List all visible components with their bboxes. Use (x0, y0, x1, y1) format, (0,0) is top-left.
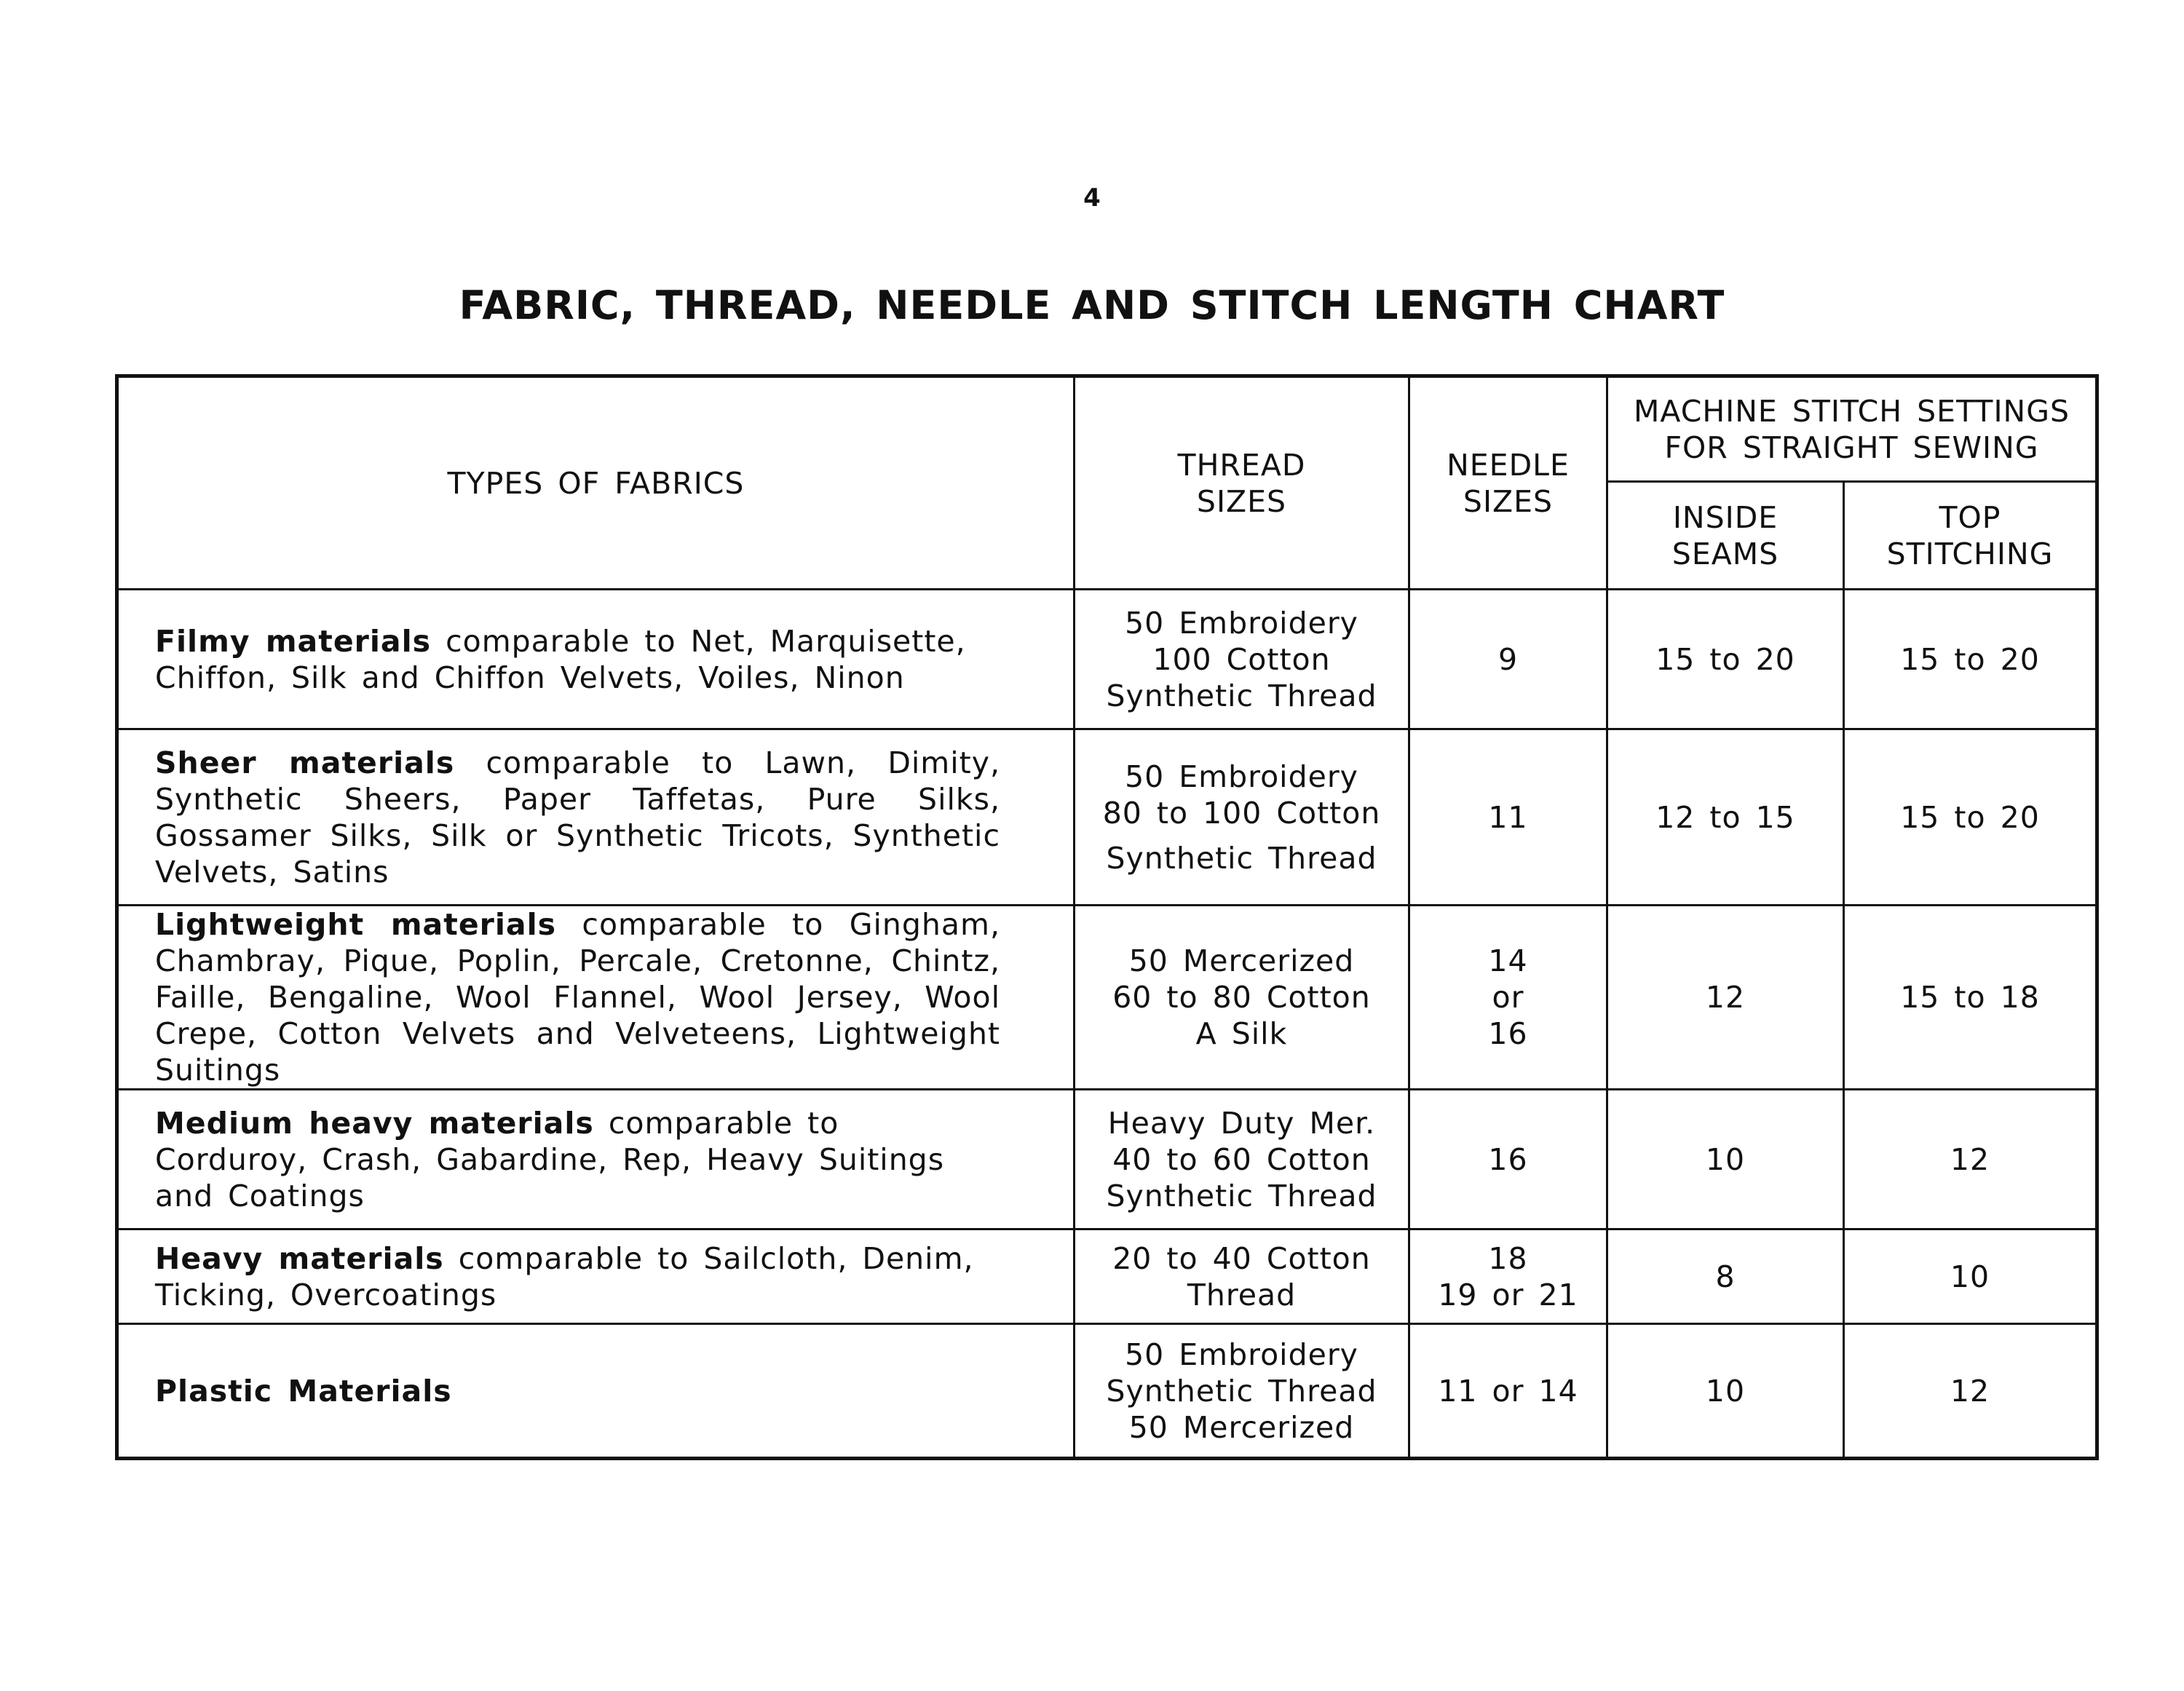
thread-size: Synthetic Thread (1106, 840, 1377, 876)
thread-size: 50 Mercerized (1128, 1409, 1355, 1445)
page-number: 4 (1083, 183, 1101, 213)
needle-size: 19 or 21 (1438, 1277, 1578, 1312)
thread-size: 20 to 40 Cotton (1112, 1240, 1371, 1276)
inside-seams-cell: 10 (1607, 1090, 1844, 1229)
fabric-category: Sheer materials (155, 745, 455, 780)
fabric-type-cell (117, 590, 1075, 729)
header-stitch-settings-line1: MACHINE STITCH SETTINGS (1634, 393, 2070, 429)
chart-title: FABRIC, THREAD, NEEDLE AND STITCH LENGTH CHART (459, 282, 1725, 328)
header-stitch-settings-line2: FOR STRAIGHT SEWING (1664, 429, 2039, 465)
thread-sizes-cell (1075, 906, 1409, 1090)
header-types-of-fabrics: TYPES OF FABRICS (117, 376, 1075, 590)
header-top-stitching-line1: TOP (1939, 499, 2001, 535)
thread-size: 50 Embroidery (1125, 1336, 1358, 1372)
thread-sizes-cell (1075, 1324, 1409, 1459)
thread-size: 40 to 60 Cotton (1112, 1141, 1371, 1177)
table-row (117, 1324, 2097, 1459)
thread-sizes-cell (1075, 1090, 1409, 1229)
fabric-category: Filmy materials (155, 623, 432, 659)
thread-size: 80 to 100 Cotton (1102, 795, 1381, 831)
needle-sizes-cell (1409, 1229, 1607, 1324)
header-inside-seams-line2: SEAMS (1671, 536, 1779, 571)
needle-sizes-cell (1409, 590, 1607, 729)
needle-sizes-cell (1409, 1090, 1607, 1229)
thread-sizes-cell (1075, 1229, 1409, 1324)
needle-sizes-cell (1409, 1324, 1607, 1459)
inside-seams-cell: 10 (1607, 1324, 1844, 1459)
needle-size: 16 (1488, 1016, 1528, 1051)
top-stitching-cell: 10 (1844, 1229, 2097, 1324)
needle-sizes-cell (1409, 906, 1607, 1090)
thread-size: Synthetic Thread (1106, 1373, 1377, 1409)
header-top-stitching-line2: STITCHING (1886, 536, 2054, 571)
needle-size: 11 (1488, 799, 1528, 835)
header-row-1 (117, 376, 2097, 482)
table-row (117, 906, 2097, 1090)
thread-size: Heavy Duty Mer. (1107, 1105, 1376, 1141)
fabric-description: comparable to Sailcloth, Denim, Ticking, Overcoatings (155, 1240, 974, 1312)
header-needle-sizes (1409, 376, 1607, 590)
needle-sizes-cell (1409, 729, 1607, 906)
inside-seams-cell: 15 to 20 (1607, 590, 1844, 729)
thread-sizes-cell (1075, 729, 1409, 906)
header-machine-stitch-settings (1607, 376, 2097, 482)
top-stitching-cell: 12 (1844, 1324, 2097, 1459)
table-row (117, 1229, 2097, 1324)
fabric-type-cell (117, 729, 1075, 906)
fabric-type-cell (117, 906, 1075, 1090)
needle-size: 18 (1488, 1240, 1528, 1276)
inside-seams-cell: 12 (1607, 906, 1844, 1090)
fabric-category: Plastic Materials (155, 1373, 452, 1409)
fabric-category: Lightweight materials (155, 907, 557, 942)
fabric-description: comparable to Lawn, Dimity, Synthetic Sheers, Paper Taffetas, Pure Silks, Gossamer Silks, Silk or Synthetic Tricots, Synthetic Velvets, Satins (155, 745, 1000, 890)
fabric-type-cell (117, 1229, 1075, 1324)
thread-size: 50 Mercerized (1128, 943, 1355, 978)
top-stitching-cell: 15 to 18 (1844, 906, 2097, 1090)
header-needle-sizes-line2: SIZES (1463, 483, 1554, 519)
table-row (117, 729, 2097, 906)
needle-size: 11 or 14 (1438, 1373, 1578, 1409)
header-top-stitching (1844, 482, 2097, 590)
fabric-type-cell (117, 1324, 1075, 1459)
header-needle-sizes-line1: NEEDLE (1447, 447, 1570, 483)
fabric-description: comparable to Net, Marquisette, Chiffon, Silk and Chiffon Velvets, Voiles, Ninon (155, 623, 966, 695)
thread-size: Synthetic Thread (1106, 678, 1377, 713)
header-thread-sizes (1075, 376, 1409, 590)
needle-size: 9 (1497, 641, 1519, 677)
top-stitching-cell: 15 to 20 (1844, 590, 2097, 729)
thread-size: A Silk (1195, 1016, 1288, 1051)
needle-size: 14 (1488, 943, 1528, 978)
fabric-description: comparable to Corduroy, Crash, Gabardine, Rep, Heavy Suitings and Coatings (155, 1105, 945, 1213)
thread-size: Thread (1187, 1277, 1297, 1312)
fabric-category: Heavy materials (155, 1240, 444, 1276)
thread-sizes-cell (1075, 590, 1409, 729)
table-row (117, 1090, 2097, 1229)
thread-size: 50 Embroidery (1125, 605, 1358, 641)
needle-size: 16 (1488, 1141, 1528, 1177)
header-thread-sizes-line2: SIZES (1196, 483, 1287, 519)
header-thread-sizes-line1: THREAD (1177, 447, 1306, 483)
inside-seams-cell: 12 to 15 (1607, 729, 1844, 906)
thread-size: 100 Cotton (1152, 641, 1331, 677)
fabric-type-cell (117, 1090, 1075, 1229)
needle-size: or (1492, 980, 1524, 1015)
fabric-description: comparable to Gingham, Chambray, Pique, Poplin, Percale, Cretonne, Chintz, Faille, Bengaline, Wool Flannel, Wool Jersey, Wool Crepe, Cotton Velvets and Velveteens, Lightweight Suitings (155, 907, 1000, 1088)
fabric-category: Medium heavy materials (155, 1105, 594, 1141)
thread-size: 60 to 80 Cotton (1112, 980, 1371, 1015)
header-inside-seams (1607, 482, 1844, 590)
table-row (117, 590, 2097, 729)
top-stitching-cell: 12 (1844, 1090, 2097, 1229)
thread-size: Synthetic Thread (1106, 1178, 1377, 1213)
thread-size: 50 Embroidery (1125, 759, 1358, 794)
header-inside-seams-line1: INSIDE (1672, 499, 1779, 535)
top-stitching-cell: 15 to 20 (1844, 729, 2097, 906)
fabric-chart-table (115, 374, 2099, 1460)
inside-seams-cell: 8 (1607, 1229, 1844, 1324)
